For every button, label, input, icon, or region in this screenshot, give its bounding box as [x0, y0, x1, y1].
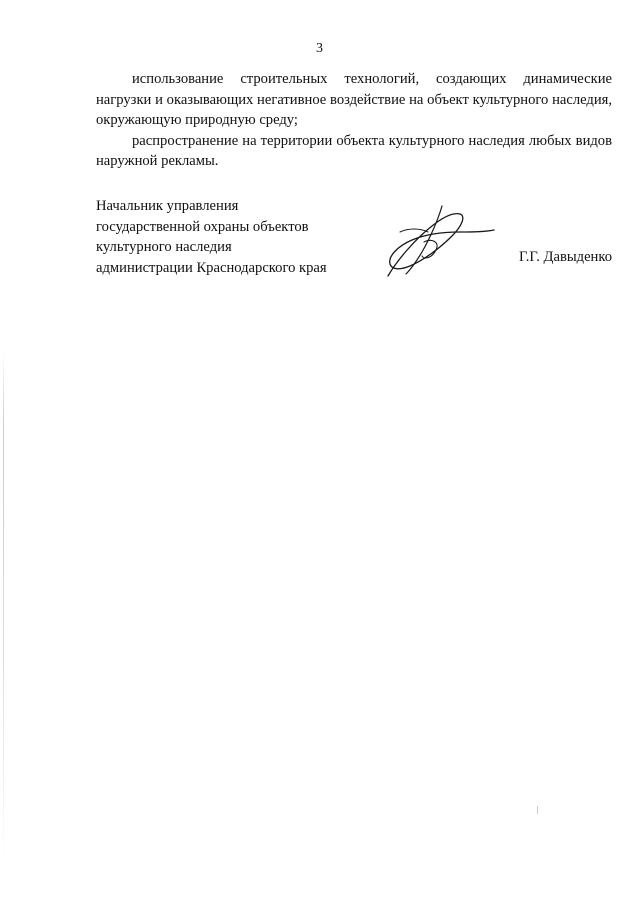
- scan-speck: [537, 806, 538, 814]
- scan-edge-line: [3, 350, 4, 870]
- signature-block: [96, 196, 612, 276]
- position-line: администрации Краснодарского края: [96, 259, 327, 276]
- signer-name: Г.Г. Давыденко: [518, 249, 612, 265]
- signer-position: [96, 196, 327, 278]
- page-number: 3: [316, 41, 323, 56]
- position-line: культурного наследия: [96, 239, 232, 255]
- position-line: Начальник управления: [96, 198, 239, 214]
- position-line: государственной охраны объектов: [96, 218, 309, 235]
- document-body: [96, 69, 612, 172]
- paragraph-construction-technologies: использование строительных технологий, создающих динамические нагрузки и оказывающих негативное воздействие на объект культурного наследия, окружающую природную среду;: [96, 71, 612, 128]
- handwritten-signature-icon: [380, 202, 498, 280]
- paragraph-outdoor-advertising: распространение на территории объекта культурного наследия любых видов наружной рекламы.: [96, 132, 612, 169]
